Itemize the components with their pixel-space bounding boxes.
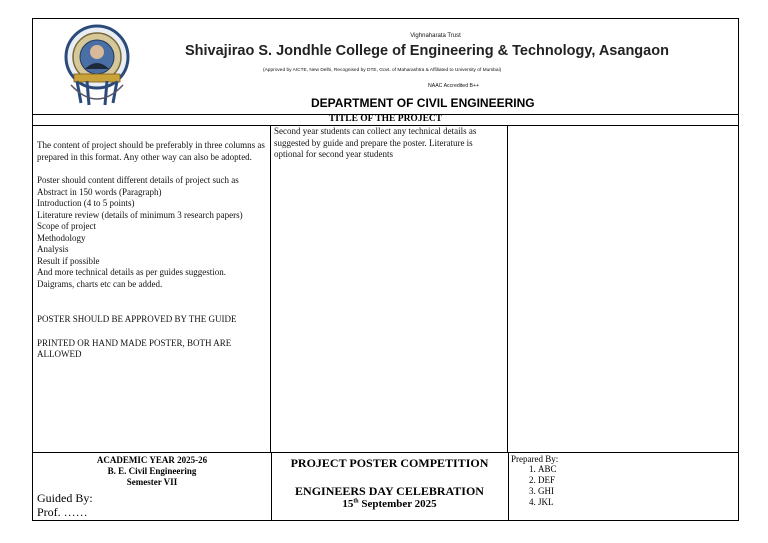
date-suffix: th [353,498,359,505]
trust-name: Vighnaharata Trust [410,33,461,39]
member-item: 3. GHI [538,486,558,497]
program-name: B. E. Civil Engineering [107,466,197,476]
semester: Semester VII [126,477,178,487]
content-list [37,175,266,290]
content-list-item: And more technical details as per guides suggestion. [37,267,226,277]
content-list-item: Literature review (details of minimum 3 research papers) [37,209,243,220]
member-list [511,464,558,508]
academic-info [33,455,271,488]
printed-note: PRINTED OR HAND MADE POSTER, BOTH ARE ALLOWED [37,337,232,359]
celebration-title: ENGINEERS DAY CELEBRATION [295,484,484,498]
guided-by-label: Guided By: [37,491,93,505]
poster-template [32,18,739,521]
date-month-year: September 2025 [358,498,437,510]
competition-title: PROJECT POSTER COMPETITION [290,456,489,470]
column-left [33,126,271,452]
second-year-note: Second year students can collect any technical details as suggested by guide and prepare the poster. Literature is optional for second year students [274,126,477,159]
content-list-item: Scope of project [37,221,96,231]
content-list-item: Introduction (4 to 5 points) [37,198,135,208]
naac-accreditation: NAAC Accredited B++ [428,83,480,89]
content-list-item: Abstract in 150 words (Paragraph) [37,186,162,197]
prepared-by-label: Prepared By: [511,454,559,464]
guide-info [37,491,93,519]
prepared-by [511,454,558,508]
format-instruction: The content of project should be preferably in three columns as prepared in this format. Any other way can also be adopted. [37,140,265,162]
content-list-item: Methodology [37,232,86,243]
column-middle [271,126,508,452]
content-list-item: Analysis [37,244,69,254]
member-item: 1. ABC [538,464,558,475]
poster-footer [33,452,738,521]
guide-name: Prof. …… [37,505,88,519]
approval-line: (Approved by AICTE, New Delhi, Recognised by DTE, Govt. of Maharashtra & Affiliated to University of Mumbai) [263,68,502,73]
content-list-item: Daigrams, charts etc can be added. [37,278,163,289]
department-title: DEPARTMENT OF CIVIL ENGINEERING [311,96,535,110]
footer-left [33,453,272,521]
academic-year: ACADEMIC YEAR 2025-26 [96,455,208,465]
content-list-item: Result if possible [37,255,100,266]
project-title-row: TITLE OF THE PROJECT [33,114,738,126]
member-item: 2. DEF [538,475,558,486]
column-right [508,126,738,452]
member-item: 4. JKL [538,497,558,508]
content-list-item: Poster should content different details of project such as [37,175,239,185]
approval-note: POSTER SHOULD BE APPROVED BY THE GUIDE [37,314,237,324]
footer-middle [271,453,509,521]
college-header [33,19,738,115]
date-day: 15 [342,498,354,510]
event-date [271,498,508,510]
college-name: Shivajirao S. Jondhle College of Engineering & Technology, Asangaon [185,43,669,59]
footer-right [508,453,738,521]
